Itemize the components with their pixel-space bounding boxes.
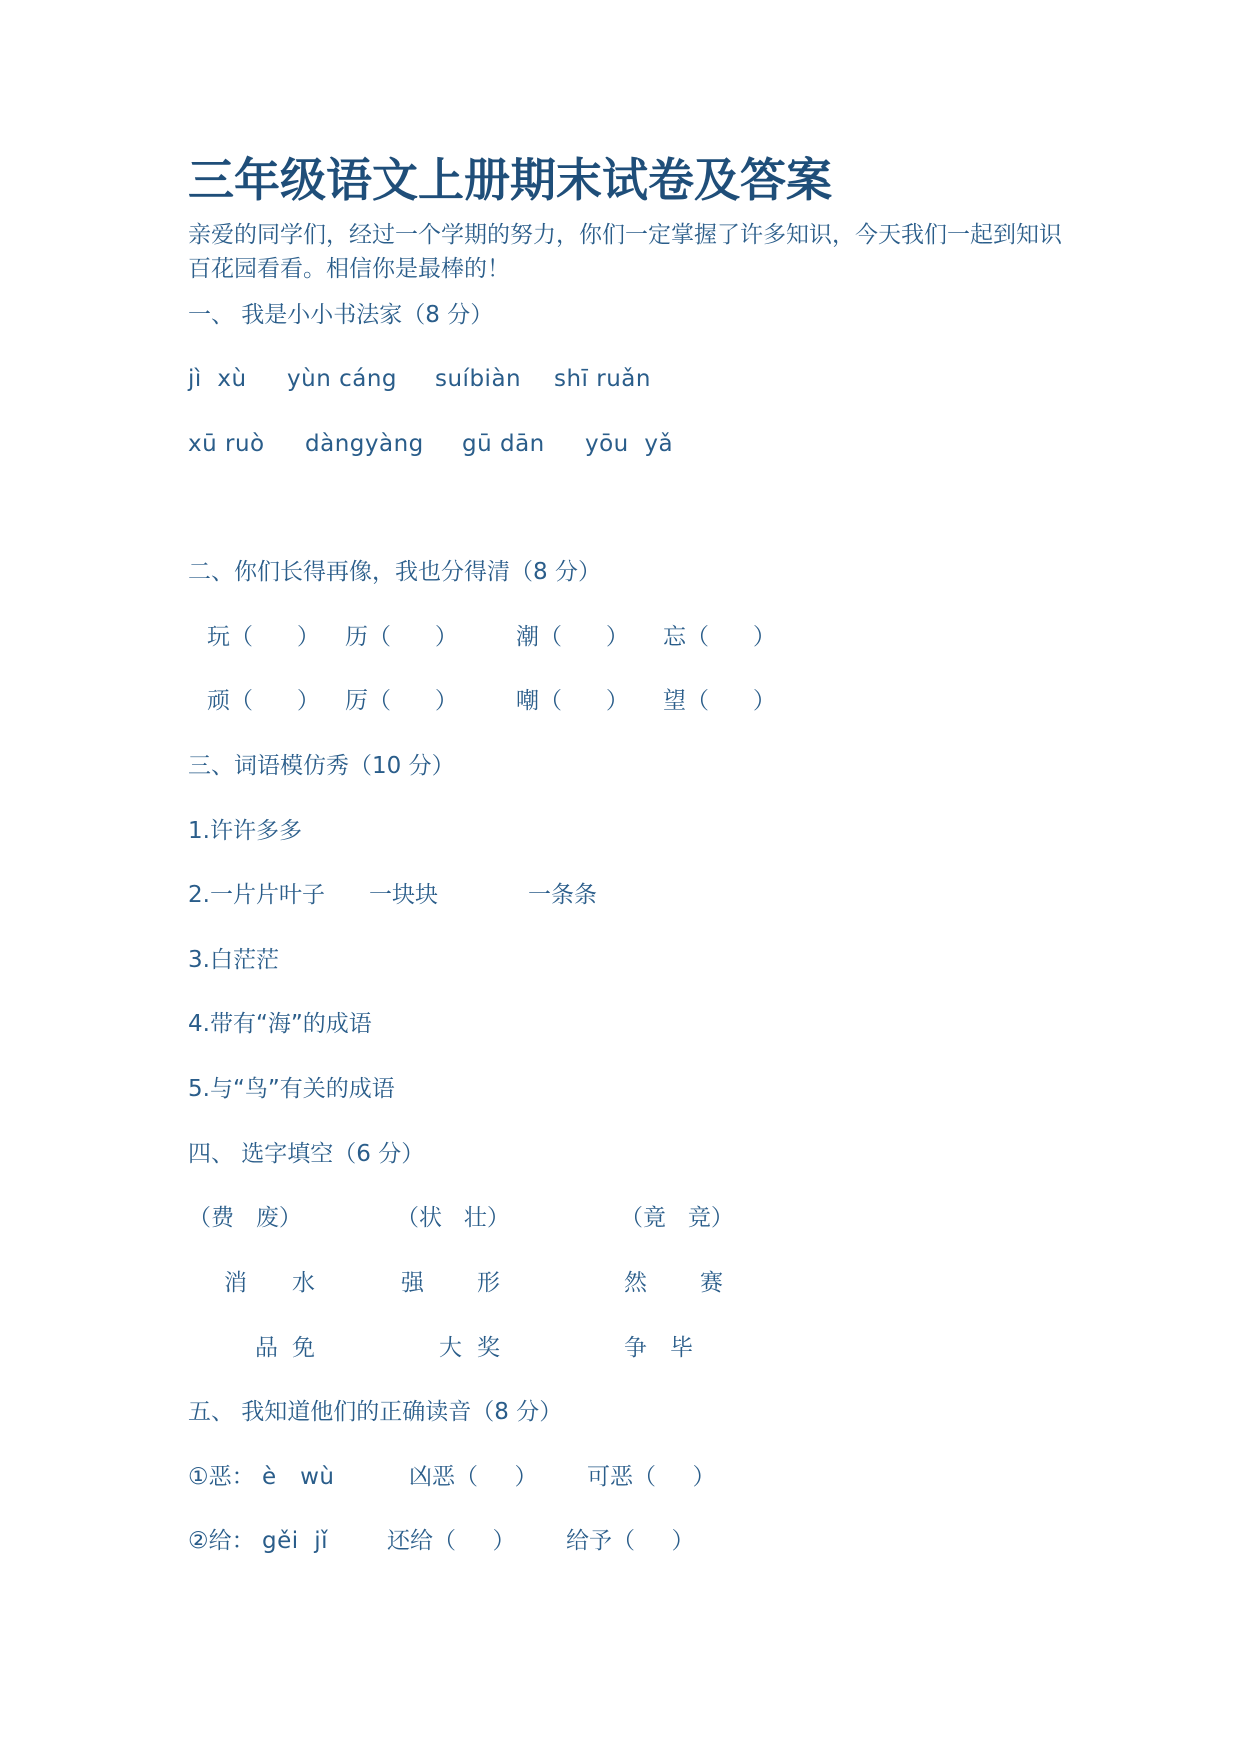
pinyin-item: suíbiàn xyxy=(435,366,522,392)
char-group: （竟 竞） xyxy=(620,1205,734,1231)
char-group: （状 壮） xyxy=(396,1205,510,1231)
section1-heading: 一、 我是小小书法家（8 分） xyxy=(188,302,494,328)
char-item: 望（ ） xyxy=(663,688,776,714)
pinyin-item: yùn cáng xyxy=(287,366,397,392)
fill-word: 消 xyxy=(224,1270,247,1296)
word-blank: 凶恶（ ） xyxy=(409,1464,538,1490)
section5-heading: 五、 我知道他们的正确读音（8 分） xyxy=(188,1399,563,1425)
word-blank: 可恶（ ） xyxy=(587,1464,716,1490)
fill-word: 奖 xyxy=(477,1335,500,1361)
char-group: （费 废） xyxy=(188,1205,302,1231)
fill-word: 形 xyxy=(477,1270,500,1296)
fill-word: 免 xyxy=(292,1335,315,1361)
intro-paragraph: 亲爱的同学们，经过一个学期的努力，你们一定掌握了许多知识，今天我们一起到知识百花园看看。相信你是最棒的！ xyxy=(188,222,1062,282)
pinyin-item: shī ruǎn xyxy=(554,366,651,392)
pinyin-item: yōu yǎ xyxy=(585,431,674,457)
list-item: 5.与“鸟”有关的成语 xyxy=(188,1076,395,1102)
fill-word: 毕 xyxy=(670,1335,693,1361)
readings: è wù xyxy=(262,1464,335,1490)
char-item: 玩（ ） xyxy=(207,624,320,650)
section3-heading: 三、词语模仿秀（10 分） xyxy=(188,753,455,779)
question-label: ①恶： xyxy=(188,1464,255,1490)
question-label: ②给： xyxy=(188,1528,255,1554)
list-item: 一条条 xyxy=(528,882,597,908)
readings: gěi jǐ xyxy=(262,1528,329,1554)
list-item: 3.白茫茫 xyxy=(188,947,279,973)
list-item: 1.许许多多 xyxy=(188,818,302,844)
word-blank: 给予（ ） xyxy=(566,1528,695,1554)
char-item: 潮（ ） xyxy=(516,624,629,650)
fill-word: 大 xyxy=(439,1335,462,1361)
pinyin-item: jì xù xyxy=(188,366,247,392)
list-item: 4.带有“海”的成语 xyxy=(188,1011,372,1037)
page-title: 三年级语文上册期末试卷及答案 xyxy=(188,153,832,207)
pinyin-item: dàngyàng xyxy=(305,431,424,457)
fill-word: 争 xyxy=(624,1335,647,1361)
list-item: 2.一片片叶子 xyxy=(188,882,325,908)
section2-heading: 二、你们长得再像，我也分得清（8 分） xyxy=(188,559,601,585)
char-item: 嘲（ ） xyxy=(516,688,629,714)
word-blank: 还给（ ） xyxy=(387,1528,516,1554)
list-item: 一块块 xyxy=(369,882,438,908)
section4-heading: 四、 选字填空（6 分） xyxy=(188,1141,425,1167)
pinyin-item: xū ruò xyxy=(188,431,265,457)
char-item: 忘（ ） xyxy=(663,624,776,650)
char-item: 历（ ） xyxy=(345,624,458,650)
fill-word: 品 xyxy=(255,1335,278,1361)
fill-word: 然 xyxy=(624,1270,647,1296)
char-item: 厉（ ） xyxy=(345,688,458,714)
fill-word: 强 xyxy=(401,1270,424,1296)
fill-word: 水 xyxy=(292,1270,315,1296)
char-item: 顽（ ） xyxy=(207,688,320,714)
fill-word: 赛 xyxy=(700,1270,723,1296)
pinyin-item: gū dān xyxy=(462,431,545,457)
